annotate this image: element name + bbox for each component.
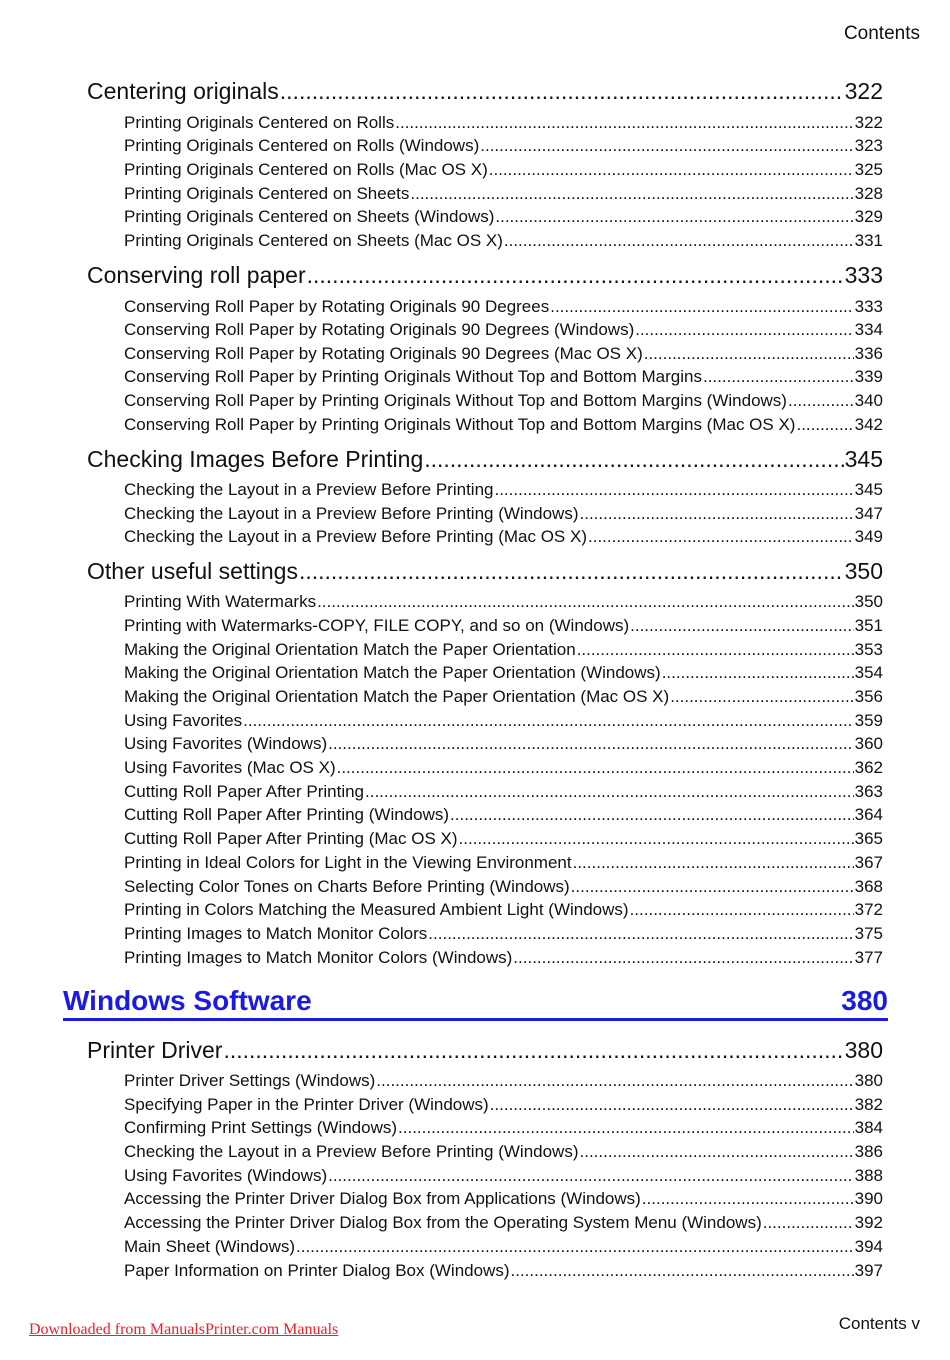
toc-item-title: Accessing the Printer Driver Dialog Box from Applications (Windows): [124, 1189, 641, 1208]
toc-item[interactable]: [124, 230, 883, 252]
dot-leader: [243, 710, 854, 732]
toc-page-number: 333: [844, 262, 883, 288]
toc-page-number: 372: [854, 900, 883, 919]
toc-page-number: 350: [844, 558, 883, 584]
dot-leader: [280, 77, 844, 105]
chapter-divider: [63, 1018, 888, 1021]
toc-page-number: 354: [854, 663, 883, 682]
toc-item-title: Checking the Layout in a Preview Before Printing: [124, 480, 494, 499]
toc-page-number: 384: [854, 1118, 883, 1137]
toc-page-number: 322: [854, 113, 883, 132]
toc-page-number: 340: [854, 391, 883, 410]
toc-item-title: Printing Originals Centered on Sheets (Mac OS X): [124, 231, 503, 250]
toc-item[interactable]: [124, 733, 883, 755]
dot-leader: [580, 1141, 854, 1163]
toc-item[interactable]: [124, 923, 883, 945]
toc-page-number: 325: [854, 160, 883, 179]
dot-leader: [571, 876, 854, 898]
toc-page-number: 375: [854, 924, 883, 943]
toc-item-title: Accessing the Printer Driver Dialog Box from the Operating System Menu (Windows): [124, 1213, 762, 1232]
toc-item[interactable]: [124, 183, 883, 205]
toc-item-title: Cutting Roll Paper After Printing (Mac OS X): [124, 829, 458, 848]
toc-item[interactable]: [124, 414, 883, 436]
dot-leader: [580, 503, 854, 525]
toc-item[interactable]: [124, 591, 883, 613]
toc-item-title: Using Favorites (Mac OS X): [124, 758, 336, 777]
dot-leader: [494, 479, 853, 501]
toc-item-title: Making the Original Orientation Match the Paper Orientation (Windows): [124, 663, 661, 682]
toc-page-number: 351: [854, 616, 883, 635]
toc-item[interactable]: [124, 710, 883, 732]
toc-page-number: 345: [844, 446, 883, 472]
dot-leader: [630, 899, 854, 921]
download-source-link[interactable]: Downloaded from ManualsPrinter.com Manuals: [29, 1321, 339, 1338]
dot-leader: [630, 615, 853, 637]
toc-item[interactable]: [124, 390, 883, 412]
toc-section-title: Printer Driver: [87, 1037, 223, 1063]
toc-item[interactable]: [124, 1212, 883, 1234]
toc-page-number: 339: [854, 367, 883, 386]
toc-page-number: 360: [854, 734, 883, 753]
dot-leader: [317, 591, 854, 613]
chapter-heading[interactable]: [63, 984, 888, 1018]
toc-page-number: 328: [854, 184, 883, 203]
footer-page-label: Contents v: [838, 1314, 920, 1333]
toc-item-title: Main Sheet (Windows): [124, 1237, 296, 1256]
toc-item[interactable]: [124, 639, 883, 661]
toc-item-title: Printing Originals Centered on Rolls (Windows): [124, 136, 480, 155]
toc-item[interactable]: [124, 1070, 883, 1092]
toc-item[interactable]: [124, 852, 883, 874]
toc-item-title: Printing in Ideal Colors for Light in the Viewing Environment: [124, 853, 572, 872]
toc-item[interactable]: [124, 781, 883, 803]
dot-leader: [577, 639, 854, 661]
toc-page-number: 336: [854, 344, 883, 363]
dot-leader: [337, 757, 854, 779]
toc-item-title: Printer Driver Settings (Windows): [124, 1071, 376, 1090]
toc-page-number: 388: [854, 1166, 883, 1185]
toc-page-number: 363: [854, 782, 883, 801]
dot-leader: [223, 1036, 843, 1064]
toc-item-title: Paper Information on Printer Dialog Box (Windows): [124, 1261, 510, 1280]
toc-item[interactable]: [124, 296, 883, 318]
toc-section-title: Centering originals: [87, 78, 279, 104]
dot-leader: [428, 923, 853, 945]
toc-page-number: 377: [854, 948, 883, 967]
toc-item[interactable]: [124, 366, 883, 388]
dot-leader: [635, 319, 853, 341]
toc-item[interactable]: [124, 662, 883, 684]
toc-item[interactable]: [124, 1260, 883, 1282]
dot-leader: [490, 1094, 854, 1116]
toc-page-number: 334: [854, 320, 883, 339]
toc-item-title: Printing With Watermarks: [124, 592, 317, 611]
toc-section[interactable]: [87, 1036, 883, 1064]
chapter-page-number: 380: [841, 985, 888, 1016]
toc-item[interactable]: [124, 1117, 883, 1139]
toc-item[interactable]: [124, 1165, 883, 1187]
dot-leader: [788, 390, 854, 412]
page-header: Contents: [843, 23, 920, 44]
dot-leader: [489, 159, 854, 181]
toc-item-title: Printing Originals Centered on Rolls (Mac OS X): [124, 160, 488, 179]
toc-page-number: 382: [854, 1095, 883, 1114]
toc-item-title: Checking the Layout in a Preview Before Printing (Windows): [124, 504, 579, 523]
toc-page-number: 368: [854, 877, 883, 896]
dot-leader: [513, 947, 853, 969]
toc-item[interactable]: [124, 526, 883, 548]
dot-leader: [328, 1165, 854, 1187]
toc-page-number: 347: [854, 504, 883, 523]
toc-item[interactable]: [124, 686, 883, 708]
dot-leader: [763, 1212, 854, 1234]
chapter-title: Windows Software: [63, 985, 312, 1016]
dot-leader: [450, 804, 854, 826]
toc-item-title: Printing in Colors Matching the Measured Ambient Light (Windows): [124, 900, 629, 919]
dot-leader: [495, 206, 853, 228]
toc-item-title: Specifying Paper in the Printer Driver (Windows): [124, 1095, 489, 1114]
dot-leader: [796, 414, 853, 436]
toc-page-number: 322: [844, 78, 883, 104]
toc-page-number: 380: [844, 1037, 883, 1063]
toc-item[interactable]: [124, 503, 883, 525]
toc-item[interactable]: [124, 947, 883, 969]
toc-item[interactable]: [124, 899, 883, 921]
dot-leader: [459, 828, 854, 850]
toc-section[interactable]: [87, 557, 883, 585]
toc-item-title: Printing Images to Match Monitor Colors (Windows): [124, 948, 513, 967]
toc-item-title: Making the Original Orientation Match the Paper Orientation: [124, 640, 576, 659]
dot-leader: [642, 1188, 854, 1210]
toc-page-number: 367: [854, 853, 883, 872]
toc-item[interactable]: [124, 1188, 883, 1210]
toc-item[interactable]: [124, 804, 883, 826]
toc-item[interactable]: [124, 135, 883, 157]
dot-leader: [307, 261, 844, 289]
dot-leader: [511, 1260, 854, 1282]
toc-item-title: Printing Images to Match Monitor Colors: [124, 924, 428, 943]
toc-item-title: Checking the Layout in a Preview Before Printing (Mac OS X): [124, 527, 587, 546]
dot-leader: [670, 686, 853, 708]
toc-item[interactable]: [124, 615, 883, 637]
toc-item[interactable]: [124, 1094, 883, 1116]
toc-item-title: Cutting Roll Paper After Printing (Windows): [124, 805, 450, 824]
toc-item-title: Conserving Roll Paper by Printing Originals Without Top and Bottom Margins: [124, 367, 702, 386]
toc-item[interactable]: [124, 319, 883, 341]
toc-item-title: Selecting Color Tones on Charts Before Printing (Windows): [124, 877, 570, 896]
dot-leader: [299, 557, 844, 585]
dot-leader: [588, 526, 854, 548]
toc-page-number: 386: [854, 1142, 883, 1161]
dot-leader: [395, 112, 853, 134]
toc-item-title: Printing Originals Centered on Rolls: [124, 113, 395, 132]
toc-page-number: 329: [854, 207, 883, 226]
toc-item-title: Using Favorites (Windows): [124, 1166, 328, 1185]
dot-leader: [424, 445, 843, 473]
dot-leader: [376, 1070, 853, 1092]
dot-leader: [644, 343, 854, 365]
toc-item-title: Conserving Roll Paper by Printing Originals Without Top and Bottom Margins (Windows): [124, 391, 787, 410]
dot-leader: [410, 183, 853, 205]
toc-page-number: 394: [854, 1237, 883, 1256]
toc-page-number: 350: [854, 592, 883, 611]
toc-page-number: 349: [854, 527, 883, 546]
dot-leader: [550, 296, 853, 318]
toc-item[interactable]: [124, 876, 883, 898]
toc-item-title: Checking the Layout in a Preview Before Printing (Windows): [124, 1142, 579, 1161]
toc-page-number: 364: [854, 805, 883, 824]
toc-item-title: Printing with Watermarks-COPY, FILE COPY, and so on (Windows): [124, 616, 630, 635]
dot-leader: [504, 230, 854, 252]
toc-page-number: 390: [854, 1189, 883, 1208]
toc-section-title: Checking Images Before Printing: [87, 446, 424, 472]
toc-section[interactable]: [87, 445, 883, 473]
toc-item[interactable]: [124, 757, 883, 779]
toc-item-title: Printing Originals Centered on Sheets (Windows): [124, 207, 495, 226]
toc-item-title: Conserving Roll Paper by Rotating Originals 90 Degrees: [124, 297, 550, 316]
toc-item[interactable]: [124, 828, 883, 850]
toc-page-number: 380: [854, 1071, 883, 1090]
toc-item-title: Confirming Print Settings (Windows): [124, 1118, 398, 1137]
toc-page-number: 365: [854, 829, 883, 848]
dot-leader: [296, 1236, 854, 1258]
dot-leader: [662, 662, 854, 684]
toc-item[interactable]: [124, 112, 883, 134]
toc-item[interactable]: [124, 479, 883, 501]
dot-leader: [573, 852, 854, 874]
dot-leader: [703, 366, 854, 388]
dot-leader: [328, 733, 854, 755]
toc-page-number: 362: [854, 758, 883, 777]
toc-page-number: 353: [854, 640, 883, 659]
toc-page-number: 345: [854, 480, 883, 499]
toc-page-number: 333: [854, 297, 883, 316]
toc-item-title: Using Favorites (Windows): [124, 734, 328, 753]
toc-page-number: 331: [854, 231, 883, 250]
toc-item-title: Using Favorites: [124, 711, 243, 730]
toc-item-title: Cutting Roll Paper After Printing: [124, 782, 365, 801]
toc-item-title: Conserving Roll Paper by Rotating Originals 90 Degrees (Windows): [124, 320, 635, 339]
toc-page-number: 392: [854, 1213, 883, 1232]
toc-page-number: 342: [854, 415, 883, 434]
toc-section-title: Other useful settings: [87, 558, 298, 584]
toc-item-title: Making the Original Orientation Match the Paper Orientation (Mac OS X): [124, 687, 670, 706]
toc-item[interactable]: [124, 206, 883, 228]
toc-item[interactable]: [124, 159, 883, 181]
toc-section[interactable]: [87, 77, 883, 105]
toc-page-number: 356: [854, 687, 883, 706]
toc-item-title: Conserving Roll Paper by Printing Originals Without Top and Bottom Margins (Mac OS X): [124, 415, 796, 434]
dot-leader: [398, 1117, 854, 1139]
toc-page-number: 323: [854, 136, 883, 155]
toc-page-number: 359: [854, 711, 883, 730]
toc-item[interactable]: [124, 1141, 883, 1163]
dot-leader: [480, 135, 853, 157]
toc-item-title: Printing Originals Centered on Sheets: [124, 184, 410, 203]
toc-item[interactable]: [124, 343, 883, 365]
toc-section-title: Conserving roll paper: [87, 262, 306, 288]
toc-page-number: 397: [854, 1261, 883, 1280]
toc-item[interactable]: [124, 1236, 883, 1258]
dot-leader: [365, 781, 854, 803]
toc-section[interactable]: [87, 261, 883, 289]
toc-item-title: Conserving Roll Paper by Rotating Originals 90 Degrees (Mac OS X): [124, 344, 643, 363]
